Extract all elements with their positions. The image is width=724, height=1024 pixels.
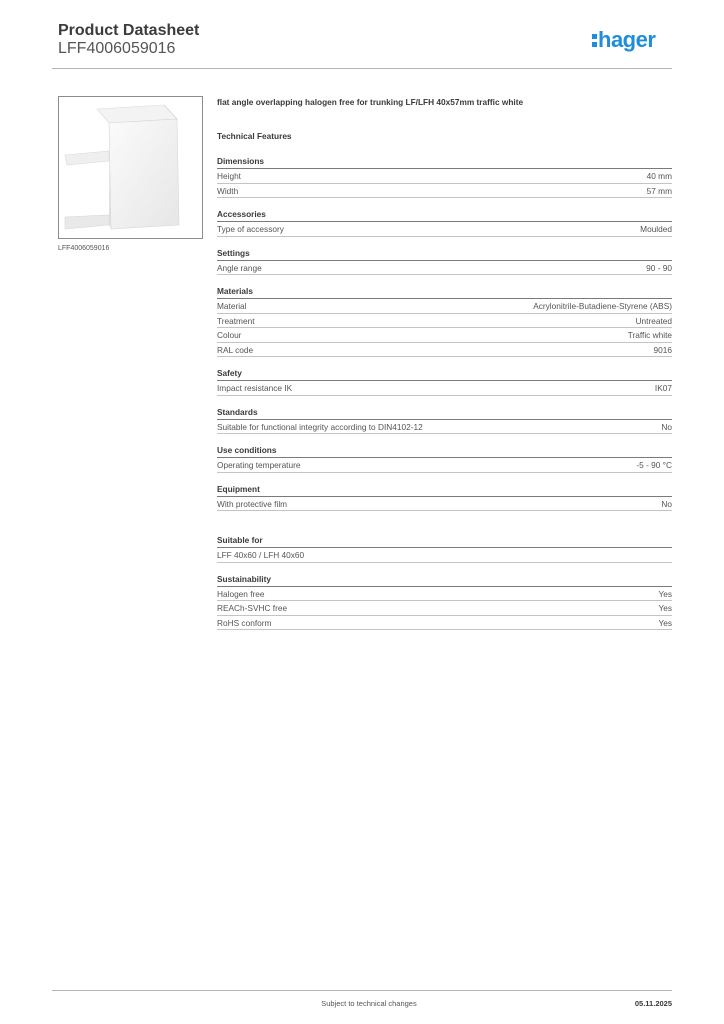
spec-label: Impact resistance IK <box>217 383 293 393</box>
section-materials <box>217 286 672 357</box>
spec-label: With protective film <box>217 498 288 509</box>
section-sustainability <box>217 574 672 631</box>
spec-label: Operating temperature <box>217 460 301 470</box>
page-title: Product Datasheet <box>58 22 200 39</box>
section-title: Dimensions <box>217 156 672 169</box>
spec-value: -5 - 90 °C <box>636 460 672 470</box>
spec-value: No <box>661 498 672 509</box>
spec-label: Angle range <box>217 262 262 273</box>
spec-row <box>217 169 672 184</box>
spec-value: Acrylonitrile-Butadiene-Styrene (ABS) <box>533 301 672 311</box>
spec-row <box>217 601 672 616</box>
spec-row <box>217 261 672 276</box>
spec-label: Type of accessory <box>217 224 284 234</box>
spec-value: Yes <box>658 603 672 613</box>
spec-value: No <box>661 421 672 432</box>
spec-row <box>217 184 672 199</box>
spec-label: Colour <box>217 330 242 340</box>
spec-value: Moulded <box>640 224 672 234</box>
spec-row <box>217 222 672 237</box>
logo-text: hager <box>598 27 656 52</box>
spec-value: 9016 <box>653 344 672 355</box>
logo-dot-bottom <box>592 42 597 47</box>
spec-row <box>217 343 672 358</box>
section-title: Safety <box>217 368 672 381</box>
section-suitable-for <box>217 535 672 563</box>
spec-label: Halogen free <box>217 588 265 599</box>
spec-label: REACh-SVHC free <box>217 603 288 613</box>
section-settings <box>217 248 672 276</box>
product-code: LFF4006059016 <box>58 40 176 57</box>
hager-logo <box>592 26 676 58</box>
spec-row <box>217 587 672 602</box>
section-title: Materials <box>217 286 672 299</box>
header-divider <box>52 68 672 69</box>
spec-row <box>217 328 672 343</box>
spec-label: RoHS conform <box>217 617 272 628</box>
section-dimensions <box>217 156 672 198</box>
spec-row <box>217 458 672 473</box>
footer-date: 05.11.2025 <box>634 999 672 1008</box>
spec-row <box>217 420 672 435</box>
logo-dot-top <box>592 34 597 39</box>
spec-value: 40 mm <box>646 171 672 181</box>
product-description: flat angle overlapping halogen free for trunking LF/LFH 40x57mm traffic white <box>217 97 524 107</box>
spec-row <box>217 548 672 563</box>
section-use-conditions <box>217 445 672 473</box>
technical-features-title: Technical Features <box>217 131 292 141</box>
section-accessories <box>217 209 672 237</box>
spec-value: 90 - 90 <box>646 262 672 273</box>
spec-label: Treatment <box>217 315 255 326</box>
product-image <box>58 96 203 239</box>
section-standards <box>217 407 672 435</box>
spec-label: Suitable for functional integrity according to DIN4102-12 <box>217 421 423 432</box>
section-title: Suitable for <box>217 535 672 548</box>
spec-label: LFF 40x60 / LFH 40x60 <box>217 550 305 560</box>
spec-label: Material <box>217 301 247 311</box>
section-equipment <box>217 484 672 512</box>
spec-value: Yes <box>658 588 672 599</box>
spec-label: Width <box>217 185 239 196</box>
section-title: Accessories <box>217 209 672 222</box>
footer-divider <box>52 990 672 991</box>
section-title: Use conditions <box>217 445 672 458</box>
spec-value: Yes <box>658 617 672 628</box>
spec-value: 57 mm <box>646 185 672 196</box>
section-title: Settings <box>217 248 672 261</box>
product-photo-flat-angle-icon <box>59 97 202 238</box>
section-title: Standards <box>217 407 672 420</box>
spec-label: RAL code <box>217 344 254 355</box>
spec-row <box>217 299 672 314</box>
spec-label: Height <box>217 171 241 181</box>
spec-row <box>217 314 672 329</box>
spec-value: Untreated <box>635 315 672 326</box>
section-title: Sustainability <box>217 574 672 587</box>
section-title: Equipment <box>217 484 672 497</box>
spec-row <box>217 381 672 396</box>
spec-value: Traffic white <box>627 330 672 340</box>
footer-note: Subject to technical changes <box>321 999 417 1008</box>
spec-value: IK07 <box>654 383 672 393</box>
spec-row <box>217 497 672 512</box>
spec-content <box>217 96 672 630</box>
section-safety <box>217 368 672 396</box>
image-caption: LFF4006059016 <box>58 245 110 252</box>
spec-row <box>217 616 672 631</box>
